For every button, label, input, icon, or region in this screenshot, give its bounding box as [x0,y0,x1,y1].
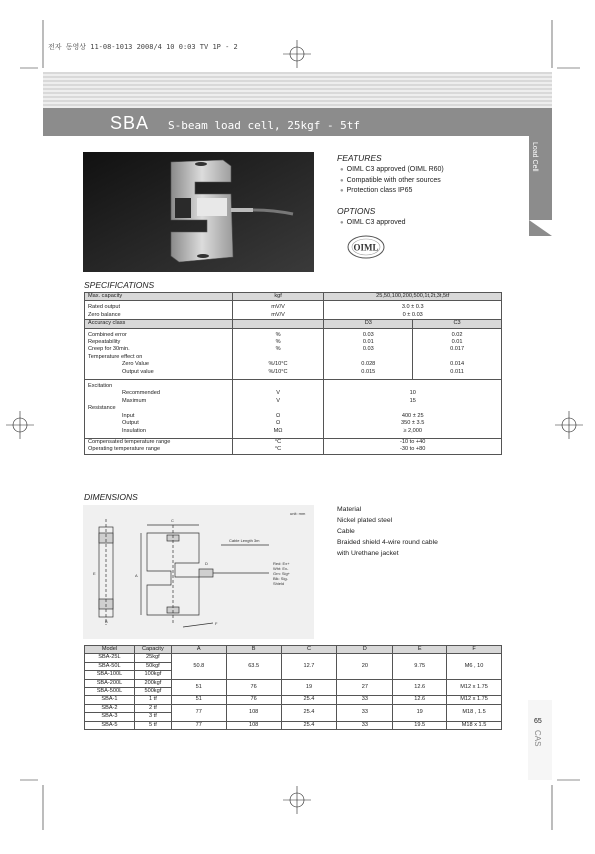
spec-label: Input [122,412,135,419]
dim-cell: 25.4 [281,696,337,704]
dim-label-b: B [105,619,108,624]
spec-unit: V [276,390,280,397]
spec-unit: % [275,331,281,338]
spec-value: C3 [413,320,502,328]
features-heading: FEATURES [337,153,382,163]
features-list [340,165,444,197]
dimension-table [84,645,502,730]
wiring-label: Blk: Sig- [273,576,288,581]
spec-label: Resistance [88,405,116,412]
material-value: Nickel plated steel [337,517,393,524]
options-heading: OPTIONS [337,206,376,216]
col-header: D [337,646,393,654]
table-row [85,704,502,712]
col-header: A [171,646,226,654]
spec-label: Insulation [122,427,146,434]
dim-cell: 19 [281,679,337,696]
dim-cell: M12 x 1.75 [447,679,502,696]
table-row [85,654,502,662]
oiml-logo [343,232,389,262]
spec-unit: °C [274,438,282,445]
spec-label: Recommended [122,390,160,397]
model-cell: SBA-2 [85,704,135,712]
spec-unit: % [275,339,281,346]
col-header: Model [85,646,135,654]
wiring-label: Shield [273,581,285,586]
spec-row-temperature [85,438,502,454]
spec-label: Max. capacity [85,293,233,301]
dim-label-e: E [93,571,96,576]
spec-unit: MΩ [273,427,283,434]
model-description: S-beam load cell, 25kgf - 5tf [168,119,361,132]
spec-label: Output value [122,368,154,375]
spec-label: Repeatability [88,339,121,346]
capacity-cell: 5 tf [134,721,171,729]
spec-value: ≥ 2,000 [403,427,423,434]
dim-cell: 12.6 [393,696,447,704]
spec-label: Zero Value [122,361,149,368]
unit-note: unit: mm [290,511,306,516]
spec-unit: Ω [275,412,281,419]
dim-cell: M18 , 1.5 [447,704,502,721]
spec-row-rated [85,301,502,320]
specifications-heading: SPECIFICATIONS [84,280,155,290]
spec-unit: %/10°C [268,368,288,375]
cable-value: Braided shield 4-wire round cable [337,539,438,546]
material-info [337,504,438,559]
model-cell: SBA-5 [85,721,135,729]
spec-value: 0 ± 0.03 [402,311,423,318]
dim-header-row [85,646,502,654]
spec-value: 15 [409,397,416,404]
spec-unit: °C [274,446,282,453]
dim-cell: 108 [226,721,281,729]
spec-value: D3 [324,320,413,328]
spec-value: 0.03 [362,331,374,338]
product-photo [83,152,314,272]
dimension-drawing [83,505,314,639]
table-row [85,679,502,687]
cable-value: with Urethane jacket [337,550,399,557]
cable-length-label: Cable Length 3m [229,538,260,543]
spec-label: Combined error [88,331,127,338]
dim-cell: 108 [226,704,281,721]
spec-value: 10 [409,390,416,397]
dim-cell: M18 x 1.5 [447,721,502,729]
dim-cell: 19.5 [393,721,447,729]
spec-value: 0.017 [450,346,465,353]
spec-unit: mV/V [271,311,285,318]
spec-value: 0.03 [362,346,374,353]
spec-value: 25,50,100,200,500,1t,2t,3t,5tf [324,293,502,301]
dim-cell: 76 [226,679,281,696]
capacity-cell: 25kgf [134,654,171,662]
spec-label: Zero balance [88,311,121,318]
table-row [85,721,502,729]
dimensions-heading: DIMENSIONS [84,492,138,502]
capacity-cell: 1 tf [134,696,171,704]
spec-unit: % [275,346,281,353]
model-cell: SBA-500L [85,688,135,696]
spec-value: -30 to +80 [400,446,426,453]
dim-label-c: C [171,518,174,523]
model-cell: SBA-3 [85,713,135,721]
spec-value: 0.01 [451,339,463,346]
dim-cell: 77 [171,704,226,721]
side-tab-label: Load Cell [531,142,538,172]
feature-item: ● OIML C3 approved (OIML R60) [340,165,444,176]
spec-unit: V [276,397,280,404]
col-header: B [226,646,281,654]
capacity-cell: 3 tf [134,713,171,721]
spec-unit: mV/V [271,304,285,311]
feature-item: ● Compatible with other sources [340,176,444,187]
oiml-logo-text: OIML [353,242,379,253]
dim-cell: 76 [226,696,281,704]
brand-tab: CAS [533,730,542,747]
table-row [85,696,502,704]
spec-label: Output [122,420,139,427]
dim-cell: 20 [337,654,393,679]
dim-label-a: A [135,573,138,578]
spec-label: Rated output [88,304,121,311]
dim-cell: 25.4 [281,721,337,729]
spec-unit: kgf [232,293,324,301]
model-cell: SBA-25L [85,654,135,662]
spec-label: Excitation [88,383,113,390]
option-item: ● OIML C3 approved [340,218,406,229]
spec-label: Maximum [122,397,147,404]
col-header: E [393,646,447,654]
spec-label: Compensated temperature range [88,438,171,445]
spec-value: -10 to +40 [400,438,426,445]
dim-cell: M6 , 10 [447,654,502,679]
side-tab-corner [529,220,552,236]
dim-label-d: D [205,561,208,566]
col-header: Capacity [134,646,171,654]
capacity-cell: 200kgf [134,679,171,687]
spec-value: 0.011 [450,368,464,375]
spec-label: Accuracy class [85,320,233,328]
dim-cell: 51 [171,679,226,696]
spec-value: 0.02 [451,331,463,338]
spec-value: 0.015 [361,368,376,375]
dim-cell: 63.5 [226,654,281,679]
dim-cell: 33 [337,721,393,729]
print-slug: 전자 동영상 11-08-1013 2008/4 10 0:03 TV 1P - 2 [48,43,238,51]
dim-cell: M12 x 1.75 [447,696,502,704]
spec-value: 350 ± 3.5 [401,420,425,427]
dim-label-f: F [215,621,218,626]
model-cell: SBA-1 [85,696,135,704]
cable-label: Cable [337,528,355,535]
capacity-cell: 100kgf [134,671,171,679]
wiring-label: Wht: Ex- [273,566,289,571]
dim-cell: 12.7 [281,654,337,679]
dim-cell: 77 [171,721,226,729]
capacity-cell: 2 tf [134,704,171,712]
spec-value: 3.0 ± 0.3 [401,304,424,311]
spec-row-electrical [85,380,502,439]
spec-value: 0.014 [450,361,465,368]
dim-cell: 19 [393,704,447,721]
model-name: SBA [110,113,150,133]
dim-cell: 12.6 [393,679,447,696]
spec-label: Operating temperature range [88,446,161,453]
feature-item: ● Protection class IP65 [340,186,444,197]
capacity-cell: 500kgf [134,688,171,696]
dim-cell: 9.75 [393,654,447,679]
spec-label: Creep for 30min. [88,346,130,353]
material-label: Material [337,506,362,513]
spec-unit: Ω [275,420,281,427]
model-cell: SBA-50L [85,662,135,670]
wiring-label: Red: Ex+ [273,561,290,566]
spec-row-capacity [85,293,502,301]
spec-row-performance [85,328,502,379]
col-header: C [281,646,337,654]
dim-cell: 25.4 [281,704,337,721]
page-number: 65 [534,718,542,725]
spec-table [84,292,502,455]
spec-value: 0.028 [361,361,376,368]
spec-value: 0.01 [362,339,374,346]
model-cell: SBA-200L [85,679,135,687]
title-stripes [43,72,552,108]
dim-cell: 33 [337,704,393,721]
spec-value: 400 ± 25 [401,412,424,419]
dim-cell: 51 [171,696,226,704]
dim-cell: 50.8 [171,654,226,679]
model-cell: SBA-100L [85,671,135,679]
spec-row-accuracy [85,320,502,328]
wiring-label: Grn: Sig+ [273,571,291,576]
spec-unit: %/10°C [268,361,288,368]
dim-cell: 27 [337,679,393,696]
capacity-cell: 50kgf [134,662,171,670]
col-header: F [447,646,502,654]
dim-cell: 33 [337,696,393,704]
options-list [340,218,406,229]
spec-label: Temperature effect on [88,353,143,360]
